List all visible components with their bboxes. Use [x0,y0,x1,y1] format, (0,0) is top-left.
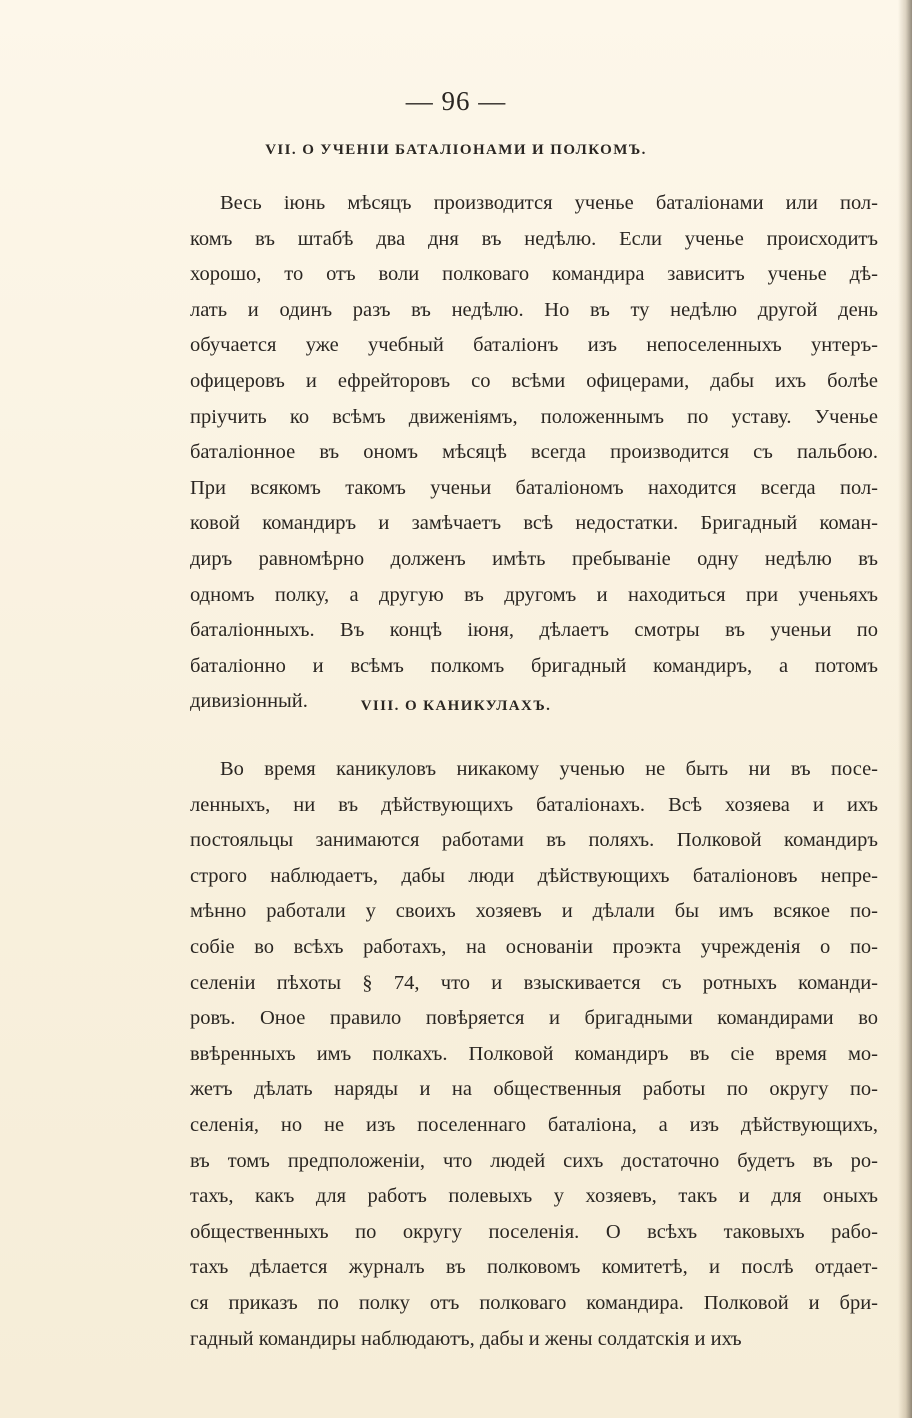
text-line: обучается уже учебный баталіонъ изъ непоселенныхъ унтеръ- [190,334,878,357]
section-heading: VIII. О КАНИКУЛАХЪ. [360,698,552,714]
section-paragraph [190,186,878,720]
page-edge-shadow [898,0,912,1418]
text-line: мѣнно работали у своихъ хозяевъ и дѣлали бы имъ всякое по- [190,900,878,923]
text-line: При всякомъ такомъ ученьи баталіономъ находится всегда пол- [190,476,878,499]
text-line: комъ въ штабѣ два дня въ недѣлю. Если ученье происходитъ [190,227,878,250]
text-line: собіе во всѣхъ работахъ, на основаніи проэкта учрежденія о по- [190,935,878,958]
section-heading: VII. О УЧЕНІИ БАТАЛІОНАМИ И ПОЛКОМЪ. [265,142,647,158]
text-line: диръ равномѣрно долженъ имѣть пребываніе одну недѣлю въ [190,547,878,570]
text-line: хорошо, то отъ воли полковаго командира зависитъ ученье дѣ- [190,263,878,286]
text-line: строго наблюдаетъ, дабы люди дѣйствующихъ баталіоновъ непре- [190,864,878,887]
text-line: селеніи пѣхоты § 74, что и взыскивается съ ротныхъ команди- [190,971,878,994]
text-line: тахъ дѣлается журналъ въ полковомъ комитетѣ, и послѣ отдает- [190,1256,878,1279]
text-line: ковой командиръ и замѣчаетъ всѣ недостатки. Бригадный коман- [190,512,878,535]
text-line: ся приказъ по полку отъ полковаго командира. Полковой и бри- [190,1291,878,1314]
text-line: баталіонныхъ. Въ концѣ іюня, дѣлаетъ смотры въ ученьи по [190,619,878,642]
text-line: жетъ дѣлать наряды и на общественныя работы по округу по- [190,1078,878,1101]
text-line: ленныхъ, ни въ дѣйствующихъ баталіонахъ. Всѣ хозяева и ихъ [190,793,878,816]
text-line: баталіонное въ ономъ мѣсяцѣ всегда производится съ пальбою. [190,441,878,464]
text-line: лать и одинъ разъ въ недѣлю. Но въ ту недѣлю другой день [190,298,878,321]
text-line: ровъ. Оное правило повѣряется и бригадными командирами во [190,1007,878,1030]
text-line: постояльцы занимаются работами въ поляхъ. Полковой командиръ [190,829,878,852]
text-line: офицеровъ и ефрейторовъ со всѣми офицерами, дабы ихъ болѣе [190,369,878,392]
text-line: тахъ, какъ для работъ полевыхъ у хозяевъ, такъ и для оныхъ [190,1185,878,1208]
text-line: въ томъ предположеніи, что людей сихъ достаточно будетъ въ ро- [190,1149,878,1172]
text-line: баталіонно и всѣмъ полкомъ бригадный командиръ, а потомъ [190,654,878,677]
page-number: — 96 — [405,86,507,116]
text-line: гадный командиры наблюдаютъ, дабы и жены солдатскія и ихъ [190,1327,742,1350]
text-line: селенія, но не изъ поселеннаго баталіона, а изъ дѣйствующихъ, [190,1113,878,1136]
text-line: пріучить ко всѣмъ движеніямъ, положеннымъ по уставу. Ученье [190,405,878,428]
text-line: общественныхъ по округу поселенія. О всѣхъ таковыхъ рабо- [190,1220,878,1243]
text-line: ввѣренныхъ имъ полкахъ. Полковой командиръ въ сіе время мо- [190,1042,878,1065]
text-line: одномъ полку, а другую въ другомъ и находиться при ученьяхъ [190,583,878,606]
text-line: дивизіонный. [190,690,308,713]
section-paragraph [190,752,878,1357]
text-line: Во время каникуловъ никакому ученью не быть ни въ посе- [220,758,878,780]
text-line: Весь іюнь мѣсяцъ производится ученье баталіонами или пол- [220,192,878,214]
